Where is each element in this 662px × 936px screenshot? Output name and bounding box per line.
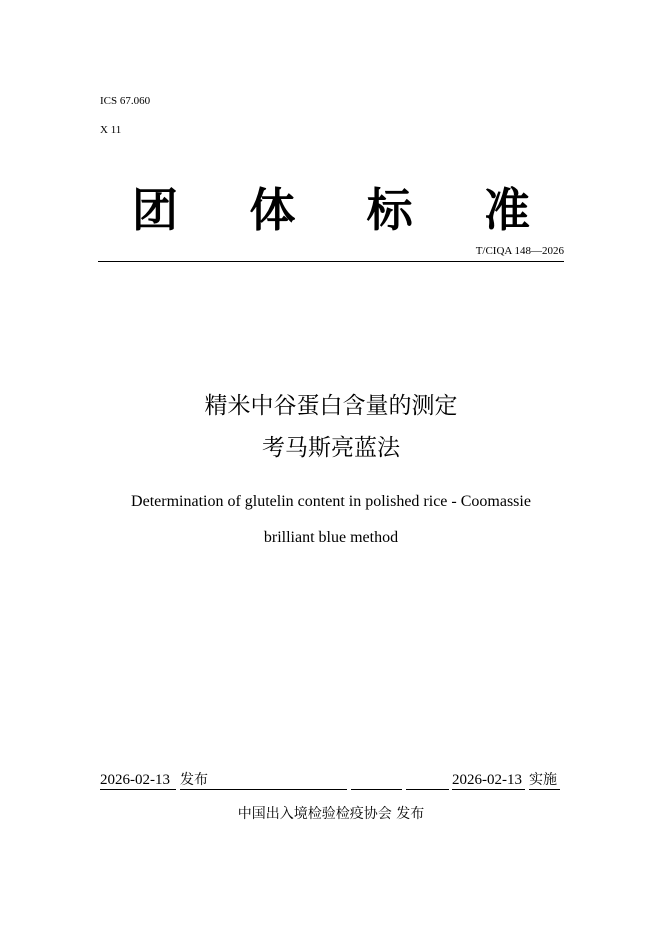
standard-type-char: 团 (132, 183, 178, 237)
publish-label-underline (180, 789, 347, 790)
implement-date: 2026-02-13 (452, 772, 522, 788)
publish-date: 2026-02-13 (100, 772, 170, 788)
implement-label: 实施 (529, 772, 557, 788)
standard-type-char: 标 (366, 183, 413, 237)
chinese-title-line-2: 考马斯亮蓝法 (262, 435, 400, 461)
ics-code: ICS 67.060 (100, 95, 151, 107)
standard-number: T/CIQA 148—2026 (475, 245, 564, 257)
standard-type-char: 体 (249, 183, 296, 237)
english-title-line-1: Determination of glutelin content in polished rice - Coomassie (131, 493, 531, 510)
publish-date-underline (100, 789, 176, 790)
publisher: 中国出入境检验检疫协会 发布 (237, 806, 425, 822)
implement-label-underline (529, 789, 560, 790)
standard-type-char: 准 (483, 183, 530, 237)
blank-underline (406, 789, 449, 790)
english-title-line-2: brilliant blue method (263, 529, 399, 546)
ccs-code: X 11 (100, 124, 122, 136)
publish-label: 发布 (180, 772, 208, 788)
blank-underline (351, 789, 402, 790)
implement-date-underline (452, 789, 525, 790)
standard-type-heading (98, 182, 564, 238)
chinese-title-line-1: 精米中谷蛋白含量的测定 (204, 393, 458, 419)
header-divider (98, 261, 564, 262)
date-row (100, 770, 562, 792)
